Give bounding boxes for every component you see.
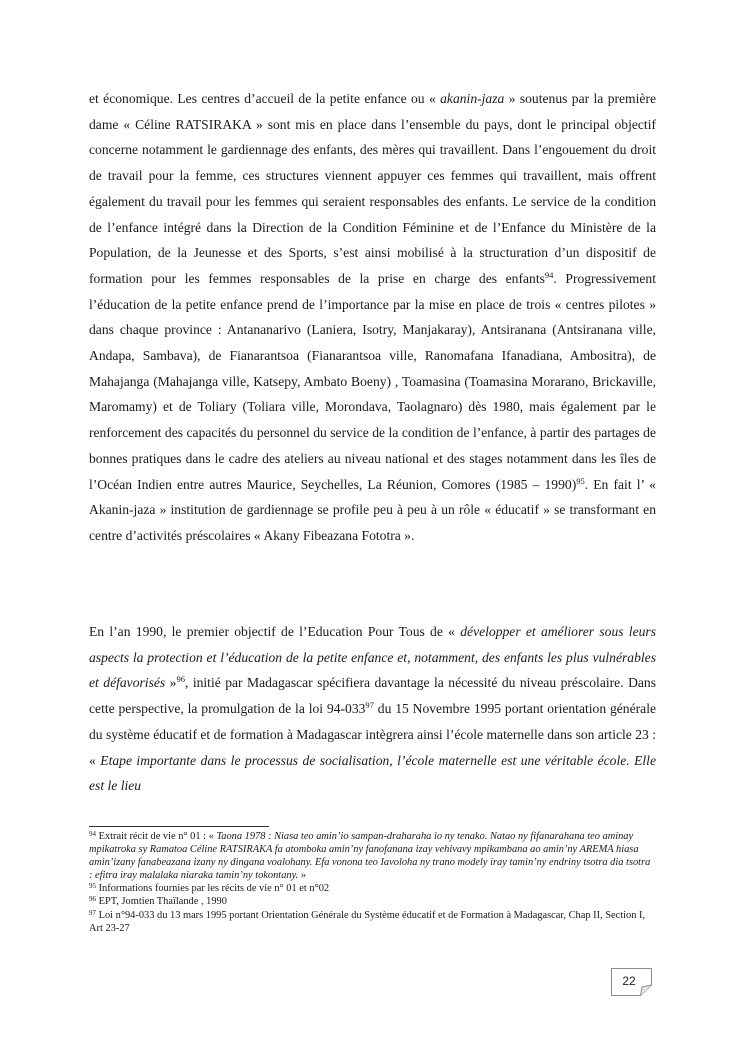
footnote-text: Informations fournies par les récits de vie n° 01 et n°02 xyxy=(96,883,330,895)
footnote-95 xyxy=(89,882,656,895)
paragraph-text: » soutenus par la première dame « Céline RATSIRAKA » sont mis en place dans l’ensemble du pays, dont le principal objectif concerne notamment le gardiennage des enfants, des mères qui travaillent. Dans l’engouement du droit de travail pour la femme, ces structures viennent appuyer ces femmes qui travaillent, mais offrent également du travail pour les femmes qui seraient responsables des enfants. Le service de la condition de l’enfance intégré dans la Direction de la Condition Féminine et de l’Enfance du Ministère de la Population, de la Jeunesse et des Sports, s’est ainsi mobilisé à la structuration d’un dispositif de formation pour les femmes responsables de la prise en charge des enfants xyxy=(89,91,657,286)
footnote-ref-95[interactable]: 95 xyxy=(576,475,585,486)
footnote-ref-94[interactable]: 94 xyxy=(544,269,554,280)
paragraph-italic-text: Etape importante dans le processus de socialisation, l’école maternelle est une véritable école. Elle est le lieu xyxy=(89,752,656,794)
paragraph-text: et économique. Les centres d’accueil de la petite enfance ou « xyxy=(89,91,441,106)
footnote-text: Loi n°94-033 du 13 mars 1995 portant Orientation Générale du Système éducatif et de Formation à Madagascar, Chap II, Section I, Art 23-27 xyxy=(89,909,646,934)
paragraph-text: . Progressivement l’éducation de la petite enfance prend de l’importance par la mise en place de trois « centres pilotes » dans chaque province : Antananarivo (Laniera, Isotry, Manjakaray), Antsiranana (Antsiranana ville, Andapa, Sambava), de Fianarantsoa (Fianarantsoa ville, Ranomafana Ifanadiana, Ambositra), de Mahajanga (Mahajanga ville, Katsepy, Ambato Boeny) , Toamasina (Toamasina Morarano, Brickaville, Maromamy) et de Toliary (Toliara ville, Morondava, Taolagnaro) dès 1980, mais également par le renforcement des capacités du personnel du service de la condition de l’enfance, à partir des partages de bonnes pratiques dans le cadre des ateliers au niveau national et des stages notamment dans les îles de l’Océan Indien entre autres Maurice, Seychelles, La Réunion, Comores (1985 – 1990) xyxy=(89,270,656,492)
footnote-96 xyxy=(89,895,656,908)
footnote-text: EPT, Jomtien Thaïlande , 1990 xyxy=(96,896,227,908)
paragraph-text: En l’an 1990, le premier objectif de l’Education Pour Tous de « xyxy=(89,624,461,639)
footnote-number: 96 xyxy=(89,895,96,904)
paragraph-text: , initié par Madagascar spécifiera davantage la nécessité du niveau préscolaire. Dans cette perspective, la promulgation de la loi 94-033 xyxy=(89,675,657,717)
footnotes xyxy=(89,830,656,935)
footnote-94 xyxy=(89,830,656,882)
paragraph-text: . En fait l’ « Akanin-jaza » institution de gardiennage se profile peu à peu à un rôle « éducatif » se transformant en centre d’activités préscolaires « Akany Fibeazana Fototra ». xyxy=(89,476,656,543)
body-paragraph-2 xyxy=(89,619,656,799)
footnote-text: » xyxy=(298,870,307,882)
paragraph-text: du 15 Novembre 1995 portant orientation générale du système éducatif et de formation à Madagascar intègrera ainsi l’école maternelle dans son article 23 : « xyxy=(89,701,657,768)
footnote-separator xyxy=(89,826,269,827)
paragraph-italic-text: akanin-jaza xyxy=(440,91,505,106)
footnote-number: 94 xyxy=(89,830,96,838)
page-number-box xyxy=(611,968,652,996)
footnote-number: 97 xyxy=(89,908,96,917)
body-paragraph-1 xyxy=(89,86,656,549)
footnote-ref-97[interactable]: 97 xyxy=(365,700,374,711)
footnote-number: 95 xyxy=(89,882,96,891)
paragraph-text: » xyxy=(165,675,177,691)
footnote-text: Extrait récit de vie n° 01 : « xyxy=(96,831,217,842)
footnote-ref-96[interactable]: 96 xyxy=(176,674,185,685)
footnote-italic-text: Taona 1978 : Niasa teo amin’io sampan-draharaha io ny tenako. Natao ny fifanarahana teo aminay mpikatroka sy Ramatoa Céline RATSIRAKA fa atomboka amin’ny fanofanana izay vehivavy mpikambana ao amin’ny AREMA hiasa amin’izany fanabeazana izany ny dingana voalohany. Efa vonona teo Iavoloha ny trano modely iray tamin’ny endriny tsotra dia tsotra : efitra iray malalaka niaraka tamin’ny tokontany. xyxy=(89,831,651,882)
footnote-97 xyxy=(89,909,656,935)
page-number: 22 xyxy=(622,974,636,988)
paragraph-italic-text: développer et améliorer sous leurs aspects la protection et l’éducation de la petite enfance et, notamment, des enfants les plus vulnérables et défavorisés xyxy=(89,624,656,691)
